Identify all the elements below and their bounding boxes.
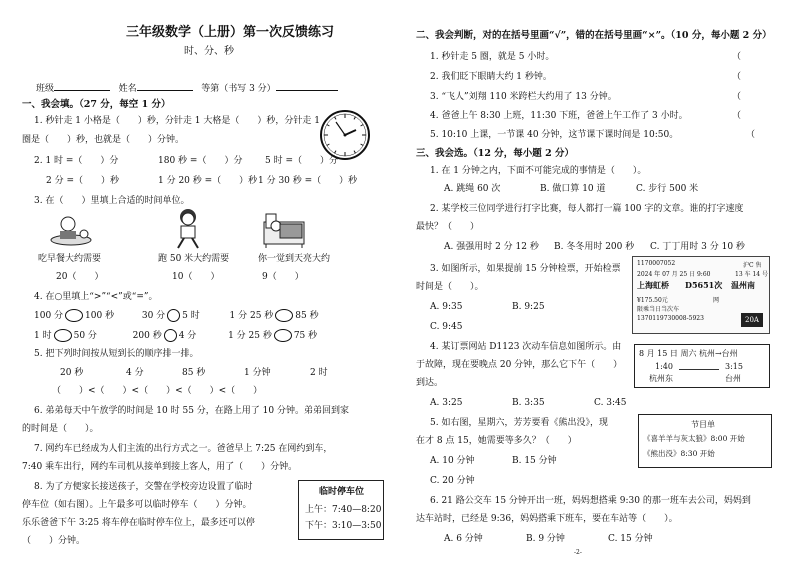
breakfast-icon xyxy=(48,212,94,248)
program-line2: 《熊出没》8:30 开始 xyxy=(643,449,715,458)
q4-r2-b: 50 分 xyxy=(73,331,97,341)
c1-opt-b[interactable]: B. 做口算 10 道 xyxy=(540,184,606,194)
q6-line2: 的时间是（ ）。 xyxy=(22,424,99,434)
c2-opt-a[interactable]: A. 强强用时 2 分 12 秒 xyxy=(444,242,539,252)
q4-r2-e: 1 分 25 秒 xyxy=(228,331,272,341)
schedule-dep: 1:40 xyxy=(655,362,673,371)
q4-row-2 xyxy=(34,329,317,342)
class-label: 班级 xyxy=(36,84,55,94)
schedule-to: 台州 xyxy=(725,374,741,383)
c1-prompt: 1. 在 1 分钟之内，下面不可能完成的事情是（ ）。 xyxy=(430,166,647,176)
train-schedule-card xyxy=(634,344,770,388)
compare-circle[interactable] xyxy=(54,329,72,342)
q5-item-2: 4 分 xyxy=(126,368,144,378)
q4-prompt: 4. 在○里填上“>”“<”或“=”。 xyxy=(34,292,158,302)
q3-prompt: 3. 在（ ）里填上合适的时间单位。 xyxy=(34,196,190,206)
q1-line2: 圈是（ ）秒，也就是（ ）分钟。 xyxy=(22,135,185,145)
grade-blank[interactable] xyxy=(276,82,338,91)
judge-5-paren[interactable]: （ xyxy=(746,130,756,140)
c2-line1: 2. 某学校三位同学进行打字比赛，每人都打一篇 100 字的文章。谁的打字速度 xyxy=(430,204,744,214)
q4-r1-f: 85 秒 xyxy=(295,311,319,321)
parking-pm: 下午：3:10—3:50 xyxy=(305,521,382,531)
judge-1-paren[interactable]: （ xyxy=(732,52,742,62)
judge-3-paren[interactable]: （ xyxy=(732,92,742,102)
q5-item-4: 1 分钟 xyxy=(244,368,271,378)
name-blank[interactable] xyxy=(137,82,193,91)
q4-r1-d: 5 时 xyxy=(182,311,200,321)
parking-am: 上午：7:40—8:20 xyxy=(305,505,382,515)
c3-opt-b[interactable]: B. 9:25 xyxy=(512,302,545,312)
q4-r2-c: 200 秒 xyxy=(132,331,162,341)
c4-line1: 4. 某订票网站 D1123 次动车信息如图所示。由 xyxy=(430,342,622,352)
q5-item-1: 20 秒 xyxy=(60,368,84,378)
grade-label: 等第（书写 3 分） xyxy=(201,84,276,94)
c2-opt-b[interactable]: B. 冬冬用时 200 秒 xyxy=(554,242,635,252)
q6-line1: 6. 弟弟每天中午放学的时间是 10 时 55 分，在路上用了 10 分钟。弟弟回到家 xyxy=(34,406,349,416)
c6-opt-a[interactable]: A. 6 分钟 xyxy=(444,534,483,544)
c5-opt-c[interactable]: C. 20 分钟 xyxy=(430,476,475,486)
compare-circle[interactable] xyxy=(275,309,293,322)
section1-title: 一、我会填。（27 分，每空 1 分） xyxy=(22,99,171,110)
q2b-item-2: 1 分 20 秒 =（ ）秒 xyxy=(158,176,258,186)
ticket-note: 限乘当日当次车 xyxy=(637,306,680,313)
clock-icon xyxy=(318,108,372,162)
ticket-from: 上海虹桥 xyxy=(637,280,669,290)
c4-opt-a[interactable]: A. 3:25 xyxy=(430,398,463,408)
c4-line3: 到达。 xyxy=(416,378,444,388)
judge-4-paren[interactable]: （ xyxy=(732,111,742,121)
q4-row-1 xyxy=(34,309,319,322)
page-number: -2- xyxy=(574,549,582,556)
q2b-item-3: 1 分 30 秒 =（ ）秒 xyxy=(258,176,358,186)
q4-r1-b: 100 秒 xyxy=(85,311,115,321)
q2b-item-1: 2 分 =（ ）秒 xyxy=(46,176,119,186)
q4-r2-f: 75 秒 xyxy=(293,331,318,341)
schedule-arr: 3:15 xyxy=(725,362,743,371)
q3-value-1: 20（ ） xyxy=(56,272,104,282)
c5-opt-a[interactable]: A. 10 分钟 xyxy=(430,456,475,466)
c3-opt-c[interactable]: C. 9:45 xyxy=(430,322,463,332)
c6-opt-b[interactable]: B. 9 分钟 xyxy=(526,534,565,544)
q7-line2: 7:40 乘车出行，网约车司机从接单到接上客人，用了（ ）分钟。 xyxy=(22,462,298,472)
ticket-serial: 1370119730008-5923 xyxy=(637,315,704,322)
q4-r1-c: 30 分 xyxy=(141,311,166,321)
c3-line1: 3. 如图所示，如果提前 15 分钟检票，开始检票 xyxy=(430,264,621,274)
q3-value-3: 9（ ） xyxy=(262,272,304,282)
q8-line4: （ ）分钟。 xyxy=(22,536,86,546)
judge-4: 4. 爸爸上午 8:30 上班，11:30 下班，爸爸上午工作了 3 小时。 xyxy=(430,111,688,121)
c4-line2: 于故障，现在要晚点 20 分钟，那么它下午（ ） xyxy=(416,360,623,370)
section2-title: 二、我会判断，对的在括号里画“√”，错的在括号里画“×”。（10 分，每小题 2 分） xyxy=(416,30,772,41)
q7-line1: 7. 网约车已经成为人们主流的出行方式之一。爸爸早上 7:25 在网约到车， xyxy=(34,444,333,454)
compare-circle[interactable] xyxy=(274,329,292,342)
c3-line2: 时间是（ ）。 xyxy=(416,282,484,292)
q8-line1: 8. 为了方便家长接送孩子，交警在学校旁边设置了临时 xyxy=(34,482,253,492)
q2-item-1: 2. 1 时 =（ ）分 xyxy=(34,156,119,166)
q1-line1: 1. 秒针走 1 小格是（ ）秒，分针走 1 大格是（ ）秒，分针走 1 xyxy=(34,116,320,126)
train-ticket xyxy=(632,256,770,334)
program-list xyxy=(638,414,772,468)
q4-r2-d: 4 分 xyxy=(178,331,197,341)
q4-r2-a: 1 时 xyxy=(34,331,52,341)
c6-line1: 6. 21 路公交车 15 分钟开出一班，妈妈想搭乘 9:30 的那一班车去公司，妈妈到 xyxy=(430,496,751,506)
ticket-to: 温州南 xyxy=(731,280,755,290)
q3-value-2: 10（ ） xyxy=(172,272,220,282)
compare-circle[interactable] xyxy=(164,329,177,342)
c4-opt-b[interactable]: B. 3:35 xyxy=(512,398,545,408)
q3-caption-3: 你一觉到天亮大约 xyxy=(258,254,331,264)
parking-sign xyxy=(298,480,384,540)
judge-2: 2. 我们眨下眼睛大约 1 秒钟。 xyxy=(430,72,552,82)
ticket-seat: 13 车 14 号 xyxy=(735,271,768,278)
c4-opt-c[interactable]: C. 3:45 xyxy=(594,398,627,408)
schedule-arrow-line xyxy=(679,369,719,370)
compare-circle[interactable] xyxy=(167,309,180,322)
class-blank[interactable] xyxy=(54,82,110,91)
c2-opt-c[interactable]: C. 丁丁用时 3 分 10 秒 xyxy=(650,242,745,252)
q2-item-3: 5 时 =（ ）分 xyxy=(265,156,338,166)
q5-item-3: 85 秒 xyxy=(182,368,206,378)
c2-line2: 最快？（ ） xyxy=(416,222,480,232)
c6-opt-c[interactable]: C. 15 分钟 xyxy=(608,534,653,544)
c5-opt-b[interactable]: B. 15 分钟 xyxy=(512,456,557,466)
c5-line2: 在才 8 点 15，她需要等多久？（ ） xyxy=(416,436,577,446)
ticket-date: 2024 年 07 月 25 日 9:60 xyxy=(637,271,711,278)
c5-line1: 5. 如右图，星期六，芳芳要看《熊出没》，现 xyxy=(430,418,608,428)
name-label: 姓名 xyxy=(118,84,137,94)
q5-prompt: 5. 把下列时间按从短到长的顺序排一排。 xyxy=(34,349,199,359)
ticket-train: D5651次 xyxy=(685,280,723,290)
judge-2-paren[interactable]: （ xyxy=(732,72,742,82)
parking-title: 临时停车位 xyxy=(319,487,365,497)
c3-opt-a[interactable]: A. 9:35 xyxy=(430,302,463,312)
c1-opt-c[interactable]: C. 步行 500 米 xyxy=(636,184,699,194)
ticket-fare: ¥175.50元 xyxy=(637,297,668,304)
q8-line3: 乐乐爸爸下午 3:25 将车停在临时停车位上，最多还可以停 xyxy=(22,518,255,528)
ticket-kind: 网 xyxy=(713,297,720,304)
section3-title: 三、我会选。（12 分，每小题 2 分） xyxy=(416,148,575,159)
q4-r1-a: 100 分 xyxy=(34,311,64,321)
schedule-from: 杭州东 xyxy=(649,374,673,383)
judge-1: 1. 秒针走 5 圈，就是 5 小时。 xyxy=(430,52,555,62)
worksheet-title: 三年级数学（上册）第一次反馈练习 xyxy=(126,25,335,40)
running-boy-icon xyxy=(172,208,204,250)
program-title: 节目单 xyxy=(691,420,715,429)
q4-r1-e: 1 分 25 秒 xyxy=(229,311,274,321)
q2-item-2: 180 秒 =（ ）分 xyxy=(158,156,243,166)
schedule-line1: 8 月 15 日 周六 杭州→台州 xyxy=(639,349,738,358)
worksheet-subtitle: 时、分、秒 xyxy=(184,46,234,57)
q3-caption-1: 吃早餐大约需要 xyxy=(38,254,102,264)
judge-3: 3. “飞人”刘翔 110 米跨栏大约用了 13 分钟。 xyxy=(430,92,617,102)
ticket-code: 1170007052 xyxy=(637,260,676,267)
q8-line2: 停车位（如右图）。上午最多可以临时停车（ ）分钟。 xyxy=(22,500,252,510)
sleeping-bed-icon xyxy=(262,208,306,250)
ticket-tail: 20A xyxy=(741,313,763,327)
ticket-corner: 沪C 售 xyxy=(743,262,762,269)
c1-opt-a[interactable]: A. 跳绳 60 次 xyxy=(444,184,501,194)
info-line xyxy=(36,82,338,94)
c6-line2: 达车站时，已经是 9:36，妈妈搭乘下班车，要在车站等（ ）。 xyxy=(416,514,678,524)
program-line1: 《喜羊羊与灰太狼》8:00 开始 xyxy=(643,434,745,443)
q3-caption-2: 跑 50 米大约需要 xyxy=(158,254,230,264)
judge-5: 5. 10:10 上课，一节课 40 分钟，这节课下课时间是 10:50。 xyxy=(430,130,679,140)
q5-item-5: 2 时 xyxy=(310,368,328,378)
compare-circle[interactable] xyxy=(65,309,83,322)
q5-order-line: （ ）<（ ）<（ ）<（ ）<（ ） xyxy=(52,386,263,396)
